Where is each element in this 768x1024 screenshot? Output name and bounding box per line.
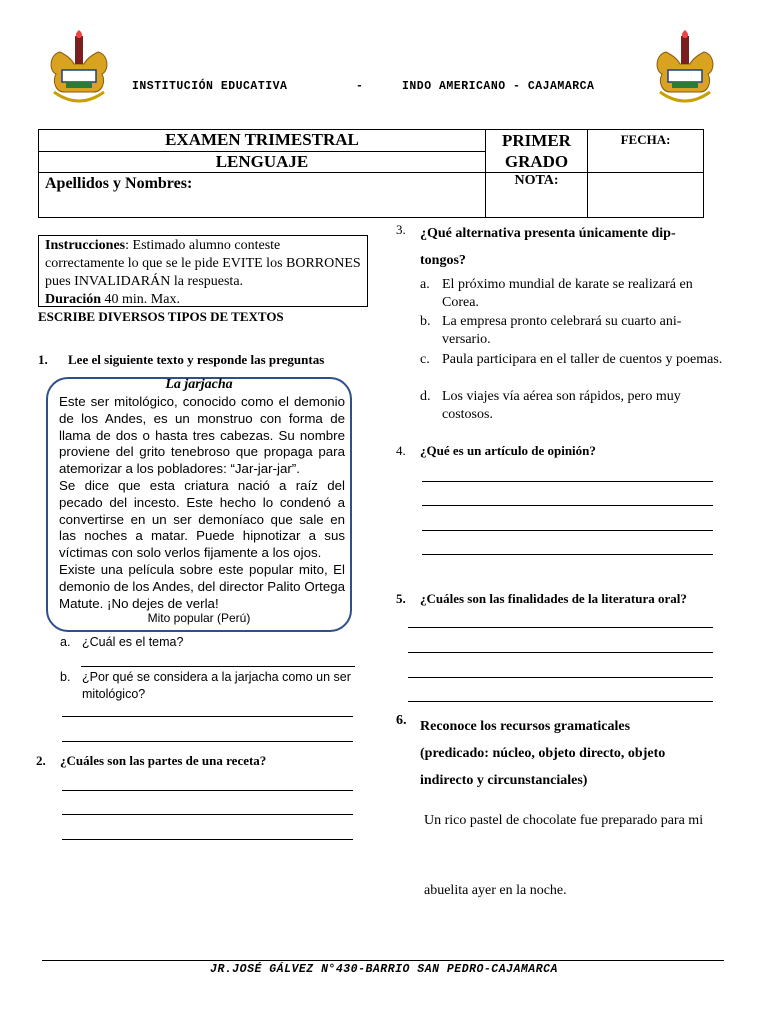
score-field[interactable] xyxy=(588,173,704,218)
section-title: ESCRIBE DIVERSOS TIPOS DE TEXTOS xyxy=(38,309,284,324)
header-separator: - xyxy=(356,80,364,93)
institution-label: INSTITUCIÓN EDUCATIVA xyxy=(132,80,288,93)
answer-line[interactable] xyxy=(62,839,353,840)
score-label: NOTA: xyxy=(486,173,588,218)
option-b-text: La empresa pronto celebrará su cuarto ani-versario. xyxy=(442,314,682,347)
answer-line[interactable] xyxy=(408,652,713,653)
grade-cell xyxy=(486,130,588,173)
option-d-letter: d. xyxy=(420,389,431,404)
sub-question-b-text: ¿Por qué se considera a la jarjacha como un ser mitológico? xyxy=(82,670,351,701)
question-3-number: 3. xyxy=(396,222,406,237)
answer-line[interactable] xyxy=(62,741,353,742)
sub-question-b-letter: b. xyxy=(60,670,71,684)
grade-line-1: PRIMER xyxy=(502,131,571,150)
question-3-line-2: tongos? xyxy=(420,253,466,268)
question-1-number: 1. xyxy=(38,352,48,367)
option-a-text: El próximo mundial de karate se realizará en Corea. xyxy=(442,277,693,310)
story-body xyxy=(59,394,345,612)
answer-line[interactable] xyxy=(62,790,353,791)
answer-line[interactable] xyxy=(422,554,713,555)
instructions-text: : Estimado alumno conteste correctamente lo que se le pide EVITE los BORRONES pues INVALIDARÁN la respuesta. xyxy=(45,238,361,289)
duration-value: 40 min. Max. xyxy=(101,292,180,307)
footer-divider xyxy=(42,960,724,961)
instructions-box xyxy=(38,235,368,307)
example-sentence-part-2: abuelita ayer en la noche. xyxy=(424,883,567,898)
answer-line[interactable] xyxy=(422,530,713,531)
footer-address: JR.JOSÉ GÁLVEZ N°430-BARRIO SAN PEDRO-CAJAMARCA xyxy=(210,963,558,976)
answer-line[interactable] xyxy=(62,814,353,815)
question-2-text: ¿Cuáles son las partes de una receta? xyxy=(60,753,267,768)
question-2-number: 2. xyxy=(36,753,46,768)
exam-subject: LENGUAJE xyxy=(39,152,486,173)
question-5-text: ¿Cuáles son las finalidades de la literatura oral? xyxy=(420,591,687,606)
question-6-text xyxy=(420,713,730,794)
answer-line[interactable] xyxy=(422,481,713,482)
instructions-label: Instrucciones xyxy=(45,238,126,253)
school-name: INDO AMERICANO - CAJAMARCA xyxy=(402,80,595,93)
answer-line[interactable] xyxy=(81,666,355,667)
question-3-text xyxy=(420,220,720,274)
question-6-line-3: indirecto y circunstanciales) xyxy=(420,773,588,788)
answer-line[interactable] xyxy=(408,701,713,702)
school-crest-logo-right xyxy=(652,30,718,112)
story-paragraph-2: Se dice que esta criatura nació a raíz del pecado del incesto. Este hecho lo condenó a convertirse en un ser demoníaco que sale en las noches a matar. Puede hipnotizar a sus víctimas con solo verlos fijamente a los ojos. xyxy=(59,477,345,561)
exam-title: EXAMEN TRIMESTRAL xyxy=(39,130,486,152)
question-6-line-1: Reconoce los recursos gramaticales xyxy=(420,719,631,734)
exam-header-table xyxy=(38,129,704,218)
answer-line[interactable] xyxy=(408,627,713,628)
story-paragraph-1: Este ser mitológico, conocido como el demonio de los Andes, es un monstruo con forma de llama de dos o hasta tres cabezas. Su nombre proviene del grito tenebroso que propaga para atemorizar a los pobladores: “Jar-jar-jar”. xyxy=(59,394,345,477)
option-a-letter: a. xyxy=(420,277,430,292)
question-3-line-1: ¿Qué alternativa presenta únicamente dip- xyxy=(420,226,676,241)
answer-line[interactable] xyxy=(408,677,713,678)
story-source: Mito popular (Perú) xyxy=(147,611,251,625)
grade-line-2: GRADO xyxy=(504,152,569,171)
answer-line[interactable] xyxy=(62,716,353,717)
student-name-field[interactable]: Apellidos y Nombres: xyxy=(39,173,486,218)
option-c-text: Paula participara en el taller de cuentos y poemas. xyxy=(442,352,723,367)
sub-question-a-letter: a. xyxy=(60,635,71,649)
question-5-number: 5. xyxy=(396,591,406,606)
date-field[interactable]: FECHA: xyxy=(588,130,704,173)
question-4-number: 4. xyxy=(396,443,406,458)
answer-line[interactable] xyxy=(422,505,713,506)
option-c-letter: c. xyxy=(420,352,430,367)
school-crest-logo-left xyxy=(46,30,112,112)
question-6-number: 6. xyxy=(396,713,407,728)
sub-question-a-text: ¿Cuál es el tema? xyxy=(82,635,184,649)
option-b-letter: b. xyxy=(420,314,431,329)
story-title: La jarjacha xyxy=(165,377,233,392)
duration-label: Duración xyxy=(45,292,101,307)
example-sentence-part-1: Un rico pastel de chocolate fue preparado para mi xyxy=(424,813,704,828)
question-4-text: ¿Qué es un artículo de opinión? xyxy=(420,443,596,458)
option-d-text: Los viajes vía aérea son rápidos, pero muy costosos. xyxy=(442,389,681,422)
story-paragraph-3: Existe una película sobre este popular mito, El demonio de los Andes, del director Palito Ortega Matute. ¡No dejes de verla! xyxy=(59,561,345,611)
question-6-line-2: (predicado: núcleo, objeto directo, objeto xyxy=(420,746,666,761)
question-1-text: Lee el siguiente texto y responde las preguntas xyxy=(68,352,325,367)
